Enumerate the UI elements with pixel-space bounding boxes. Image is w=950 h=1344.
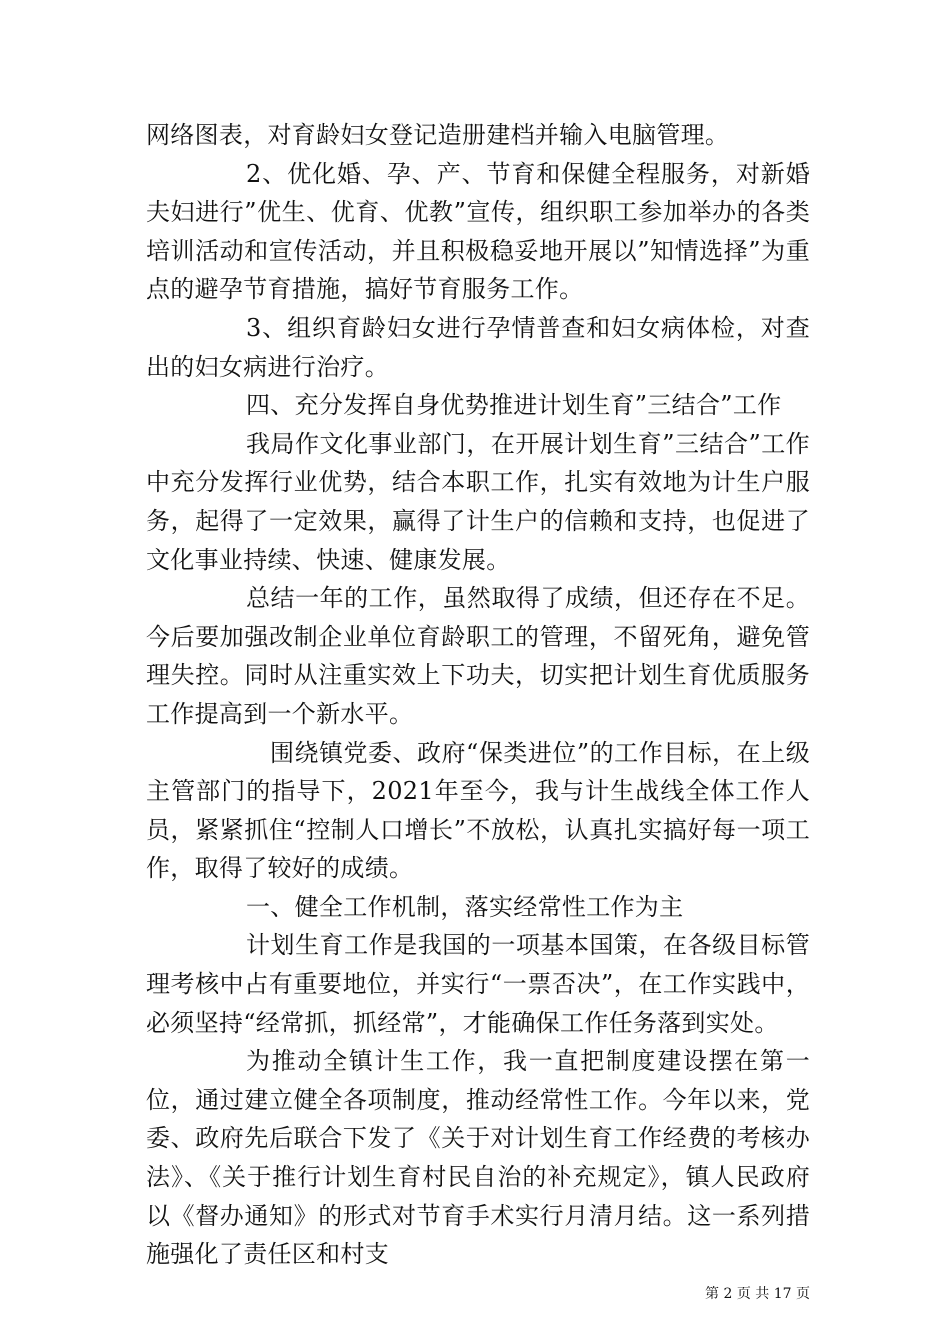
- paragraph-5: 我局作文化事业部门，在开展计划生育”三结合”工作中充分发挥行业优势，结合本职工作，扎实有效地为计生户服务，起得了一定效果，赢得了计生户的信赖和支持，也促进了文化事业持续、快速、健康发展。: [146, 429, 810, 574]
- section-heading-1: 一、健全工作机制，落实经常性工作为主: [246, 892, 684, 921]
- paragraph-7: 围绕镇党委、政府“保类进位”的工作目标，在上级主管部门的指导下，2021年至今，我与计生战线全体工作人员，紧紧抓住“控制人口增长”不放松，认真扎实搞好每一项工作，取得了较好的成绩。: [146, 738, 810, 883]
- paragraph-9: 计划生育工作是我国的一项基本国策，在各级目标管理考核中占有重要地位，并实行“一票否决”，在工作实践中，必须坚持“经常抓，抓经常”，才能确保工作任务落到实处。: [146, 931, 810, 1037]
- paragraph-6: 总结一年的工作，虽然取得了成绩，但还存在不足。今后要加强改制企业单位育龄职工的管理，不留死角，避免管理失控。同时从注重实效上下功夫，切实把计划生育优质服务工作提高到一个新水平。: [146, 584, 810, 728]
- paragraph-1: 网络图表，对育龄妇女登记造册建档并输入电脑管理。: [146, 121, 730, 149]
- paragraph-3: 3、组织育龄妇女进行孕情普查和妇女病体检，对查出的妇女病进行治疗。: [146, 313, 810, 381]
- document-body: [146, 116, 810, 1274]
- page-number-footer: 第 2 页 共 17 页: [705, 1286, 810, 1302]
- section-heading-4: 四、充分发挥自身优势推进计划生育”三结合”工作: [246, 391, 782, 420]
- paragraph-2: 2、优化婚、孕、产、节育和保健全程服务，对新婚夫妇进行”优生、优育、优教”宣传，组织职工参加举办的各类培训活动和宣传活动，并且积极稳妥地开展以”知情选择”为重点的避孕节育措施，搞好节育服务工作。: [146, 159, 810, 304]
- paragraph-10: 为推动全镇计生工作，我一直把制度建设摆在第一位，通过建立健全各项制度，推动经常性工作。今年以来，党委、政府先后联合下发了《关于对计划生育工作经费的考核办法》、《关于推行计划生育村民自治的补充规定》，镇人民政府以《督办通知》的形式对节育手术实行月清月结。这一系列措施强化了责任区和村支: [146, 1047, 810, 1269]
